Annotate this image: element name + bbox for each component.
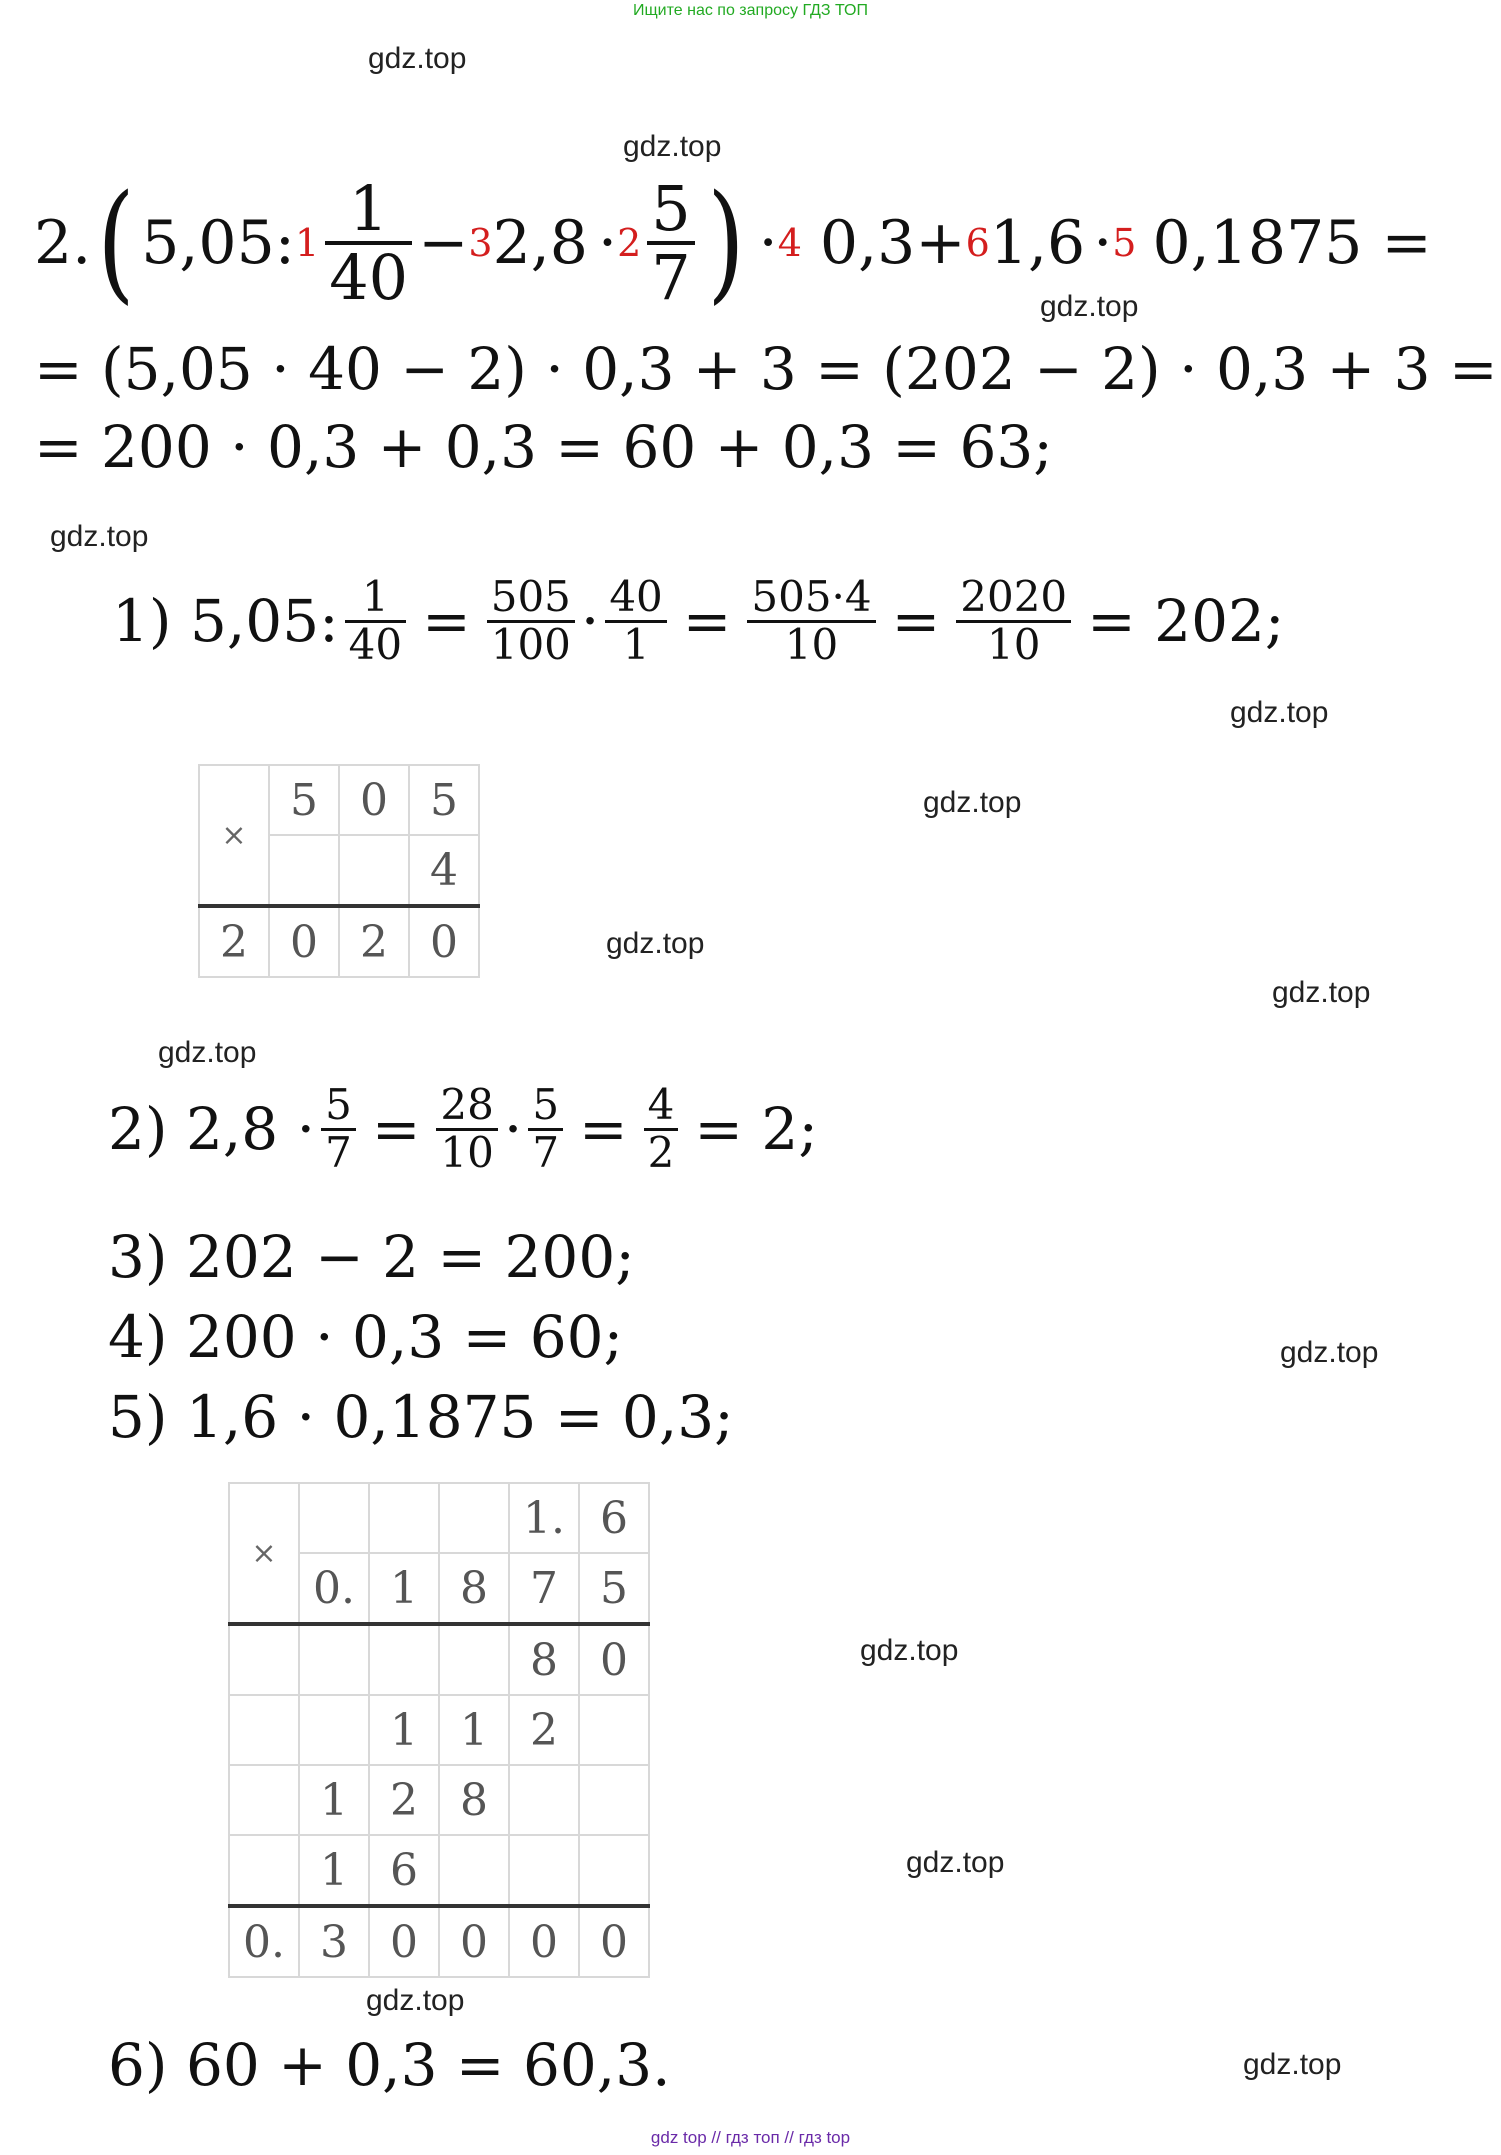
watermark: gdz.top <box>366 1984 465 2017</box>
digit-cell <box>509 1765 579 1835</box>
fraction <box>747 572 875 669</box>
watermark: gdz.top <box>158 1036 257 1069</box>
digit-cell: 0 <box>409 906 479 977</box>
digit-cell: 8 <box>509 1624 579 1695</box>
operator: = <box>891 587 941 655</box>
digit-cell: 1 <box>369 1695 439 1765</box>
watermark: gdz.top <box>368 42 467 75</box>
digit-cell <box>269 835 339 906</box>
step-4: 4) 200 · 0,3 = 60; <box>108 1303 624 1371</box>
multiplication-table-1 <box>198 764 480 978</box>
multiplication-table-2 <box>228 1482 650 1978</box>
table-row <box>199 765 479 835</box>
digit-cell: 0 <box>339 765 409 835</box>
order-mark: 4 <box>777 221 802 265</box>
watermark: gdz.top <box>1040 290 1139 323</box>
digit-cell: 1 <box>299 1765 369 1835</box>
numerator: 28 <box>440 1080 494 1130</box>
term: 0,3+ <box>819 208 966 278</box>
digit-cell <box>509 1835 579 1906</box>
digit-cell: 5 <box>409 765 479 835</box>
watermark: gdz.top <box>623 130 722 163</box>
numerator: 505·4 <box>751 572 872 622</box>
numerator: 4 <box>647 1080 675 1130</box>
digit-cell: 0 <box>439 1906 509 1977</box>
table-row <box>229 1483 649 1553</box>
digit-cell: 3 <box>299 1906 369 1977</box>
fraction <box>325 171 412 314</box>
table-row <box>199 906 479 977</box>
table-row <box>229 1624 649 1695</box>
denominator: 10 <box>986 619 1041 669</box>
numerator: 40 <box>609 572 663 622</box>
digit-cell <box>299 1695 369 1765</box>
watermark: gdz.top <box>1230 696 1329 729</box>
digit-cell: 0 <box>579 1624 649 1695</box>
digit-cell: 6 <box>369 1835 439 1906</box>
watermark: gdz.top <box>50 520 149 553</box>
fraction <box>644 1080 679 1177</box>
operator: = <box>579 1095 628 1163</box>
operator: − <box>418 208 469 278</box>
order-mark: 5 <box>1112 221 1137 265</box>
digit-cell <box>369 1624 439 1695</box>
digit-cell <box>299 1624 369 1695</box>
step-2 <box>108 1064 818 1194</box>
digit-cell <box>369 1483 439 1553</box>
fraction <box>528 1080 563 1177</box>
digit-cell: 4 <box>409 835 479 906</box>
numerator: 5 <box>651 171 691 245</box>
digit-cell: 0 <box>369 1906 439 1977</box>
digit-cell <box>229 1695 299 1765</box>
numerator: 2020 <box>960 572 1068 622</box>
denominator: 7 <box>651 241 691 314</box>
operator: = <box>371 1095 421 1163</box>
fraction <box>605 572 666 669</box>
digit-cell: 1 <box>369 1553 439 1624</box>
digit-cell: 2 <box>199 906 269 977</box>
order-mark: 6 <box>965 221 990 265</box>
digit-cell <box>579 1835 649 1906</box>
fraction <box>647 171 694 314</box>
operator: · <box>580 587 600 655</box>
table-row <box>229 1765 649 1835</box>
digit-cell: 0 <box>509 1906 579 1977</box>
operator: · <box>597 208 618 278</box>
step-label: 1) 5,05: <box>112 587 339 655</box>
digit-cell <box>439 1483 509 1553</box>
watermark: gdz.top <box>923 786 1022 819</box>
multiply-sign: × <box>229 1483 299 1624</box>
digit-cell: 0 <box>269 906 339 977</box>
table-row <box>229 1906 649 1977</box>
table-row <box>229 1695 649 1765</box>
step-5: 5) 1,6 · 0,1875 = 0,3; <box>108 1383 734 1451</box>
numerator: 5 <box>532 1080 560 1130</box>
table-row <box>229 1835 649 1906</box>
order-mark: 2 <box>617 221 642 265</box>
digit-cell <box>439 1624 509 1695</box>
step-result: = 2; <box>694 1095 818 1163</box>
order-mark: 1 <box>295 221 320 265</box>
term: 1,6 <box>989 208 1086 278</box>
digit-cell <box>439 1835 509 1906</box>
fraction <box>436 1080 497 1177</box>
watermark: gdz.top <box>606 927 705 960</box>
digit-cell: 8 <box>439 1765 509 1835</box>
numerator: 1 <box>362 572 389 622</box>
footer: gdz top // гдз топ // гдз top <box>650 2128 851 2147</box>
problem-line-3: = 200 · 0,3 + 0,3 = 60 + 0,3 = 63; <box>34 413 1053 481</box>
digit-cell <box>299 1483 369 1553</box>
digit-cell: 7 <box>509 1553 579 1624</box>
digit-cell <box>339 835 409 906</box>
close-paren: ) <box>706 167 745 317</box>
fraction <box>345 572 406 669</box>
operator: = <box>682 587 732 655</box>
operator: · <box>503 1095 523 1163</box>
digit-cell: 1. <box>509 1483 579 1553</box>
digit-cell: 2 <box>369 1765 439 1835</box>
denominator: 1 <box>622 619 650 669</box>
digit-cell: 0. <box>229 1906 299 1977</box>
watermark: gdz.top <box>906 1846 1005 1879</box>
denominator: 10 <box>784 619 839 669</box>
step-3: 3) 202 − 2 = 200; <box>108 1223 635 1291</box>
digit-cell: 8 <box>439 1553 509 1624</box>
digit-cell: 2 <box>509 1695 579 1765</box>
digit-cell: 0. <box>299 1553 369 1624</box>
term: 0,1875 = <box>1152 208 1432 278</box>
denominator: 7 <box>325 1127 352 1177</box>
step-6: 6) 60 + 0,3 = 60,3. <box>108 2031 671 2099</box>
operator: = <box>422 587 471 655</box>
watermark: gdz.top <box>1243 2048 1342 2081</box>
watermark: gdz.top <box>1280 1336 1379 1369</box>
digit-cell: 6 <box>579 1483 649 1553</box>
step-result: = 202; <box>1087 587 1285 655</box>
step-1 <box>112 556 1284 686</box>
numerator: 1 <box>348 171 389 245</box>
operator: · <box>758 208 778 278</box>
digit-cell: 2 <box>339 906 409 977</box>
digit-cell <box>579 1765 649 1835</box>
order-mark: 3 <box>468 221 493 265</box>
denominator: 7 <box>532 1127 560 1177</box>
fraction <box>956 572 1071 669</box>
digit-cell: 1 <box>439 1695 509 1765</box>
operator: · <box>1093 208 1113 278</box>
denominator: 2 <box>647 1127 675 1177</box>
numerator: 505 <box>490 572 571 622</box>
term: 5,05: <box>141 208 295 278</box>
digit-cell: 5 <box>579 1553 649 1624</box>
open-paren: ( <box>97 167 135 317</box>
digit-cell <box>229 1835 299 1906</box>
term: 2,8 <box>492 208 588 278</box>
denominator: 10 <box>440 1127 494 1177</box>
fraction <box>487 572 575 669</box>
digit-cell: 0 <box>579 1906 649 1977</box>
multiply-sign: × <box>199 765 269 906</box>
problem-expression <box>34 168 1432 318</box>
numerator: 5 <box>325 1080 352 1130</box>
digit-cell <box>229 1624 299 1695</box>
denominator: 40 <box>348 619 403 669</box>
digit-cell: 5 <box>269 765 339 835</box>
problem-line-2: = (5,05 · 40 − 2) · 0,3 + 3 = (202 − 2) · 0,3 + 3 = <box>34 335 1498 403</box>
denominator: 100 <box>490 619 571 669</box>
watermark: gdz.top <box>1272 976 1371 1009</box>
fraction <box>321 1080 356 1177</box>
step-label: 2) 2,8 · <box>108 1095 316 1163</box>
digit-cell: 1 <box>299 1835 369 1906</box>
watermark: gdz.top <box>860 1634 959 1667</box>
digit-cell <box>579 1695 649 1765</box>
problem-number: 2. <box>34 208 92 278</box>
digit-cell <box>229 1765 299 1835</box>
top-banner: Ищите нас по запросу ГДЗ ТОП <box>633 2 868 19</box>
denominator: 40 <box>329 241 409 314</box>
